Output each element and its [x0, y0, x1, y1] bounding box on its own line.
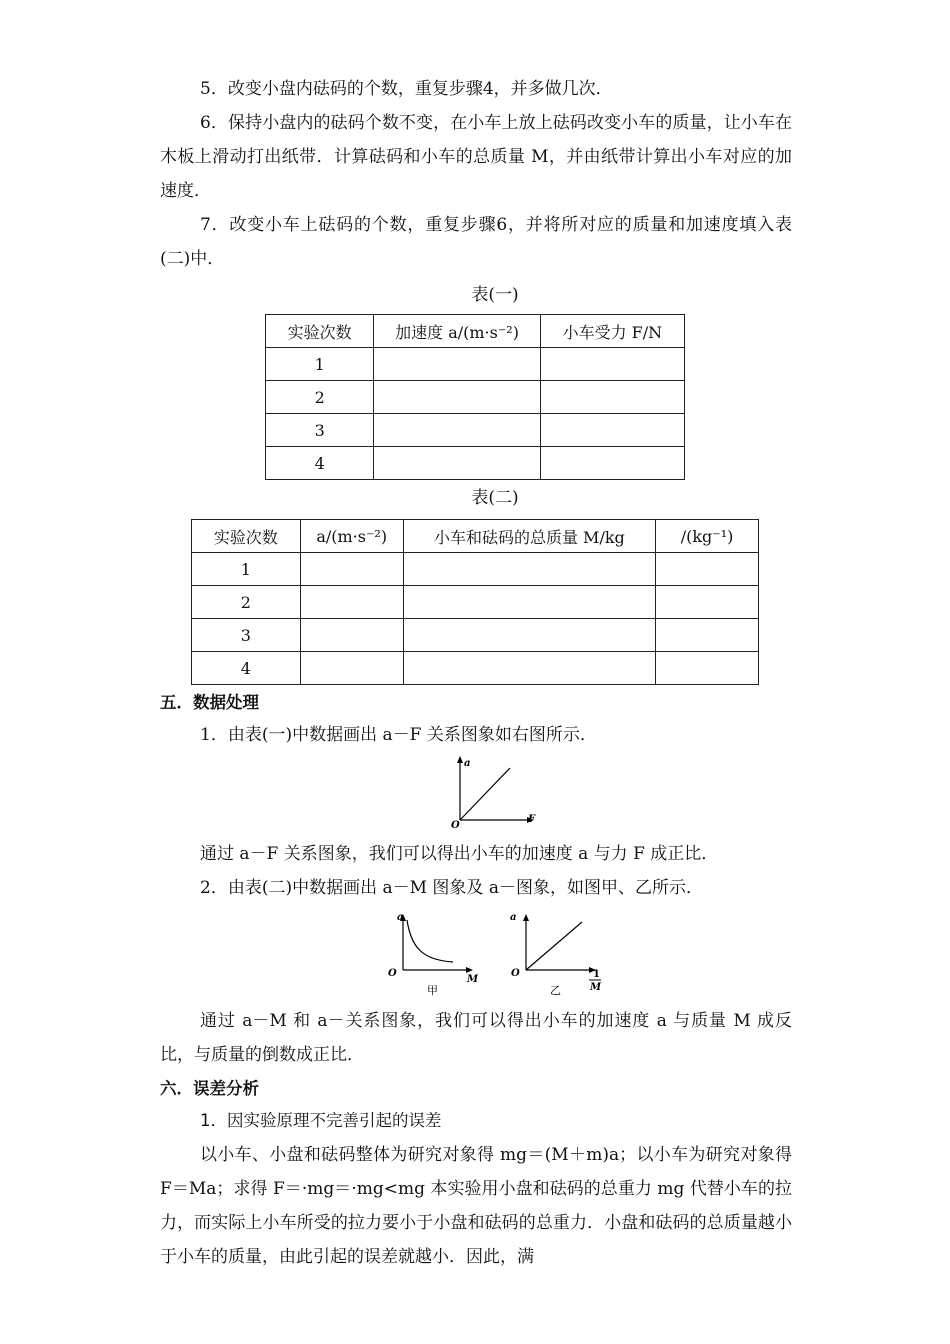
table-cell	[374, 414, 540, 447]
table-row	[192, 619, 759, 652]
table-header-cell: 小车和砝码的总质量 M/kg	[403, 520, 655, 553]
table-cell	[300, 553, 403, 586]
x-axis-label: F	[528, 814, 536, 825]
proportional-line	[526, 922, 582, 970]
table-header-cell: 加速度 a/(m·s⁻²)	[374, 315, 540, 348]
a-f-graph	[448, 754, 548, 834]
inverse-curve	[407, 920, 453, 962]
a-m-graph-svg	[385, 910, 485, 1000]
x-axis-arrow-icon	[466, 967, 473, 973]
x-axis-label-denominator: M	[590, 982, 602, 993]
table-header-cell: /(kg⁻¹)	[656, 520, 759, 553]
origin-label: O	[511, 968, 520, 979]
y-axis-label: a	[397, 912, 404, 923]
table-cell: 4	[192, 652, 301, 685]
a-inverse-m-graph-svg	[508, 910, 608, 1000]
step-5-paragraph: 5．改变小盘内砝码的个数，重复步骤4，并多做几次．	[200, 79, 613, 99]
table-row	[266, 381, 685, 414]
table-cell: 3	[192, 619, 301, 652]
table-cell: 4	[266, 447, 374, 480]
table-row	[192, 586, 759, 619]
table-row	[192, 652, 759, 685]
table-cell	[540, 348, 684, 381]
y-axis-label: a	[510, 912, 517, 923]
table-cell	[540, 447, 684, 480]
table-cell	[403, 586, 655, 619]
table-cell: 2	[192, 586, 301, 619]
table2	[191, 519, 759, 685]
table-cell	[656, 586, 759, 619]
table-cell	[403, 652, 655, 685]
a-inverse-m-graph	[508, 910, 608, 1000]
proportional-line	[460, 768, 510, 820]
step-6-paragraph: 6．保持小盘内的砝码个数不变，在小车上放上砝码改变小车的质量，让小车在木板上滑动打出纸带．计算砝码和小车的总质量 M，并由纸带计算出小车对应的加速度．	[160, 113, 792, 201]
table-cell	[374, 381, 540, 414]
table-row	[266, 348, 685, 381]
x-axis-label: M	[467, 974, 479, 985]
y-axis-arrow-icon	[523, 914, 529, 921]
a-f-graph-svg	[448, 754, 548, 834]
table-header-cell: 小车受力 F/N	[540, 315, 684, 348]
table-header-cell: a/(m·s⁻²)	[300, 520, 403, 553]
table-cell	[300, 586, 403, 619]
table-header-row	[192, 520, 759, 553]
table-cell	[374, 447, 540, 480]
table-cell: 3	[266, 414, 374, 447]
table-cell	[403, 553, 655, 586]
table-cell	[374, 348, 540, 381]
section-5-heading: 五．数据处理	[160, 693, 259, 712]
table-header-cell: 实验次数	[192, 520, 301, 553]
table-cell	[300, 619, 403, 652]
y-axis-label: a	[464, 758, 471, 769]
y-axis-arrow-icon	[457, 756, 463, 763]
table-cell	[540, 414, 684, 447]
section-6-subheading: 1．因实验原理不完善引起的误差	[200, 1111, 442, 1130]
table-cell	[656, 619, 759, 652]
x-axis-label-numerator: 1	[593, 969, 600, 980]
table-header-row	[266, 315, 685, 348]
table-header-cell: 实验次数	[266, 315, 374, 348]
table-row	[192, 553, 759, 586]
table1-caption: 表(一)	[471, 285, 519, 305]
table-cell: 2	[266, 381, 374, 414]
section-5-conclusion-1: 通过 a－F 关系图象，我们可以得出小车的加速度 a 与力 F 成正比．	[200, 844, 719, 864]
table-cell	[403, 619, 655, 652]
figure-caption: 乙	[550, 984, 561, 997]
table-cell	[656, 553, 759, 586]
origin-label: O	[451, 820, 460, 831]
table-row	[266, 447, 685, 480]
figure-caption: 甲	[427, 984, 438, 997]
table-cell	[540, 381, 684, 414]
step-7-paragraph: 7．改变小车上砝码的个数，重复步骤6，并将所对应的质量和加速度填入表(二)中．	[160, 215, 792, 269]
section-6-heading: 六．误差分析	[160, 1079, 259, 1098]
section-5-conclusion-2: 通过 a－M 和 a－关系图象，我们可以得出小车的加速度 a 与质量 M 成反比，与质量的倒数成正比．	[160, 1011, 792, 1065]
origin-label: O	[388, 968, 397, 979]
table-cell	[300, 652, 403, 685]
table-cell	[656, 652, 759, 685]
table2-caption: 表(二)	[471, 488, 519, 508]
section-6-body: 以小车、小盘和砝码整体为研究对象得 mg＝(M＋m)a；以小车为研究对象得 F＝Ma；求得 F＝·mg＝·mg<mg 本实验用小盘和砝码的总重力 mg 代替小车的拉力，而实际上小车所受的拉力要小于小盘和砝码的总重力．小盘和砝码的总质量越小于小车的质量，由此引起的误差就越小．因此，满	[160, 1145, 792, 1267]
table-cell: 1	[266, 348, 374, 381]
table1	[265, 314, 685, 480]
table-row	[266, 414, 685, 447]
table-cell: 1	[192, 553, 301, 586]
a-m-graph	[385, 910, 485, 1000]
section-5-item-1: 1．由表(一)中数据画出 a－F 关系图象如右图所示．	[200, 725, 597, 745]
section-5-item-2: 2．由表(二)中数据画出 a－M 图象及 a－图象，如图甲、乙所示．	[200, 878, 703, 898]
